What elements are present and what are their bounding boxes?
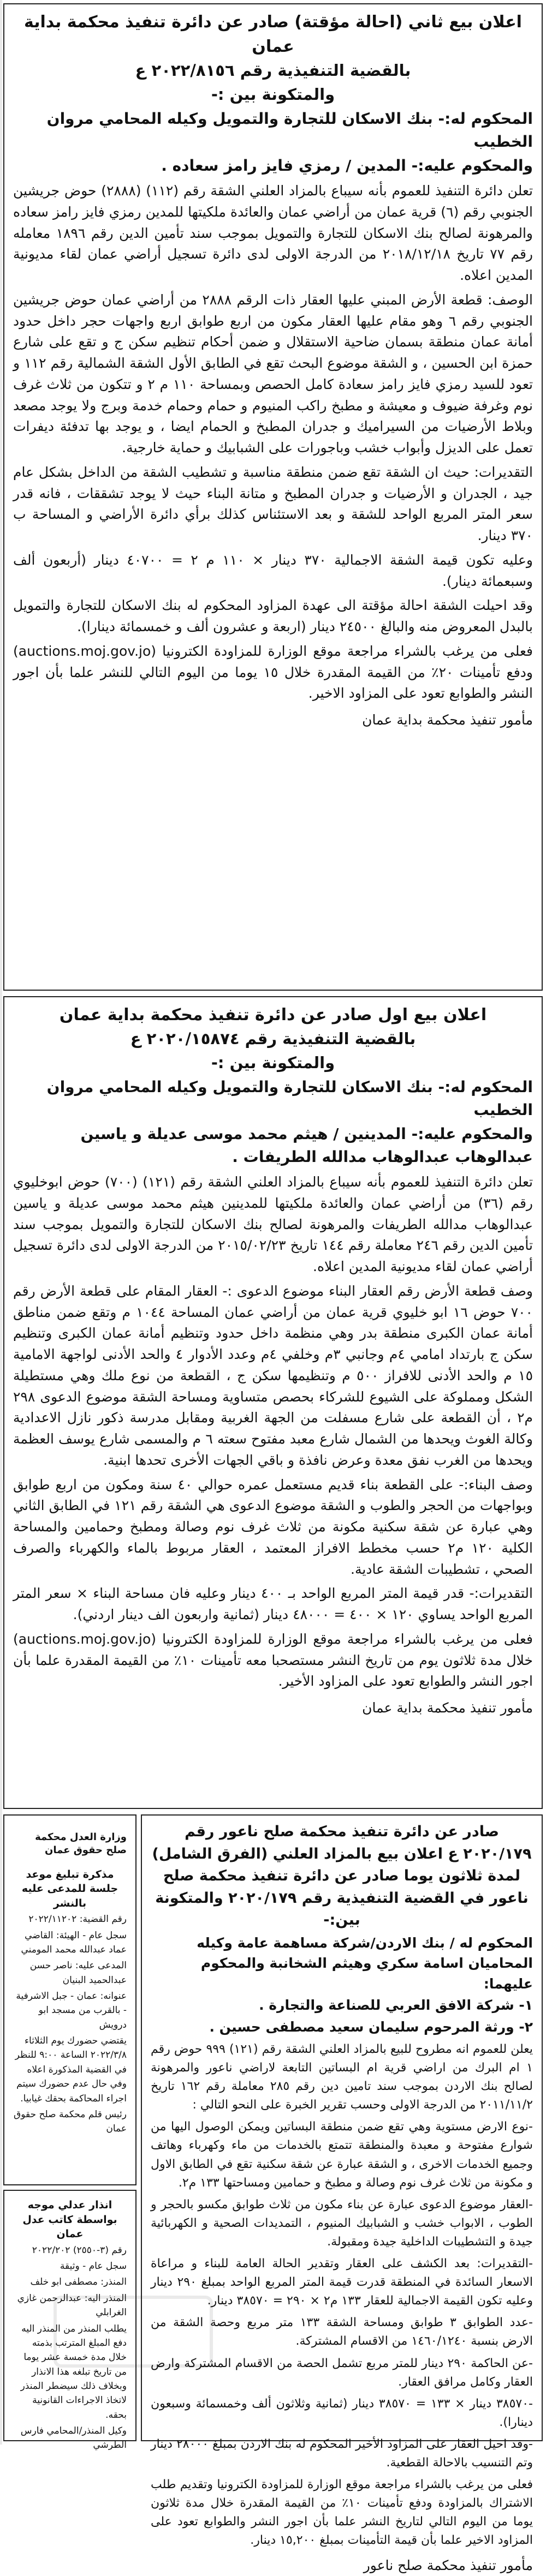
notice-paragraph: فعلى من يرغب بالشراء مراجعة موقع الوزارة للمزاودة الكترونيا وتقديم طلب الاشتراك بالمزاودة ودفع تأمينات ١٠٪ من القيمة المقدرة خلال مدة ثلاثون يوما من اليوم التالي لتاريخ النشر علما بأن اجور النشر والطوابع تعود على المزاود الاخير علما بأن قيمة التأمينات بمبلغ ١٥,٢٠٠ دينار. bbox=[151, 2478, 533, 2548]
notice-paragraph: يقتضي حضورك يوم الثلاثاء ٢٠٢٢/٣/٨ الساعة ٩:٠٠ للنظر في القضية المذكورة اعلاه وفي حال عدم حضورك سيتم اجراء المحاكمة بحقك غيابيا. bbox=[15, 2035, 127, 2104]
signature-line: مأمور تنفيذ محكمة بداية عمان bbox=[362, 712, 533, 728]
notice-paragraph: فعلى من يرغب بالشراء مراجعة موقع الوزارة للمزاودة الكترونيا (auctions.moj.gov.jo) خلال مدة ثلاثون يوم من تاريخ النشر مستصحبا معه تأمينات ١٠٪ من القيمة المقدرة علما بأن اجور النشر والطوابع تعود على المزاود الأخير. bbox=[13, 1631, 533, 1690]
notice-paragraph: سجل عام - الهيئة: القاضي عماد عبدالله محمد المومني bbox=[21, 1930, 127, 1956]
notice-paragraph: -٣٨٥٧٠ دينار × ١٣٣ = ٣٨٥٧٠ دينار (ثمانية وثلاثون ألف وخمسمائة وسبعون دينارا). bbox=[151, 2397, 533, 2429]
notice-paragraph: سجل عام - وثيقة bbox=[60, 2261, 127, 2272]
notice-title: اعلان بيع ثاني (احالة مؤقتة) صادر عن دائرة تنفيذ محكمة بداية عمان bbox=[24, 13, 522, 56]
case-number: رقم القضية: ٢٠٢٢/١١٢٠٢ bbox=[28, 1914, 127, 1925]
notice-title: صادر عن دائرة تنفيذ محكمة صلح ناعور رقم ٢٠٢٠/١٧٩ ع اعلان بيع بالمزاد العلني (الفرق الشامل) لمدة ثلاثون يوما صادر عن دائرة تنفيذ محكمة صلح ناعور في القضية التنفيذية رقم ٢٠٢٠/١٧٩ والمتكونة بين:- bbox=[152, 1823, 532, 1928]
case-number: بالقضية التنفيذية رقم ٢٠٢٠/١٥٨٧٤ ع bbox=[130, 1029, 416, 1048]
legal-warning-notice bbox=[3, 2190, 136, 2451]
ministry-header: وزارة العدل محكمة صلح حقوق عمان bbox=[35, 1831, 127, 1856]
creditor-line: المحكوم له:- بنك الاسكان للتجارة والتمويل وكيله المحامي مروان الخطيب bbox=[46, 110, 533, 151]
notice-paragraph: وقد احيلت الشقة احالة مؤقتة الى عهدة المزاود المحكوم له بنك الاسكان للتجارة والتمويل بالبدل المعروض منه والبالغ ٢٤٥٠٠ دينار (اربعة و عشرون ألف و خمسمائة دينارا). bbox=[13, 597, 533, 634]
case-number: رقم (٣-٢٥٥٠) ٢٠٢٢/٢٠٢ bbox=[32, 2244, 127, 2256]
notice-paragraph: -عدد الطوابق ٣ طوابق ومساحة الشقة ١٣٣ متر مربع وحصة الشقة من الارض بنسبة ١٤٦٠/١٢٤٠ من الاقسام المشتركة. bbox=[151, 2316, 533, 2349]
debtor-line: ١- شركة الافق العربي للصناعة والتجارة . bbox=[259, 1997, 533, 2013]
notice-title: اعلان بيع اول صادر عن دائرة تنفيذ محكمة بداية عمان bbox=[59, 1005, 487, 1025]
notice-paragraph: -وقد احيل العقار على المزاود الأخير المحكوم له بنك الاردن بمبلغ ٢٨٠٠٠ دينار وتم التنسيب بالاحالة القطعية. bbox=[151, 2437, 533, 2470]
sale-notice-3 bbox=[141, 1814, 543, 2574]
scan-edge bbox=[0, 0, 2, 2445]
signature-line: مأمور تنفيذ محكمة بداية عمان bbox=[362, 1700, 533, 1716]
notice-paragraph: وصف قطعة الأرض رقم العقار البناء موضوع الدعوى :- العقار المقام على قطعة الأرض رقم ٧٠٠ حوض ١٦ ابو خليوي قرية عمان من أراضي عمان المساحة ١٠٤٤ م وتقع ضمن مناطق أمانة عمان الكبرى منطقة بدر وهي منظمة داخل حدود وتنظيم أمانة عمان الكبرى وتنظيم سكن ج بارتداد امامي ٤م وجانبي ٣م وخلفي ٤م وعدد الأدوار ٤ والحد الأدنى لواجهة الامامية ١٥ م والحد الأدنى للافراز ٥٠٠ م وتنظيمها سكن ج ، القطعة من نوع ملك وهي مستطيلة الشكل ومملوكة على الشيوع للشركاء بحصص متساوية ومساحة الشقة موضوع الدعوى ٢٩٨ م٢ ، أن القطعة على شارع مسفلت من الجهة الغربية ومقابل مدرسة ذكور نازل الاعدادية وكالة الغوث ويحدها من الشمال شارع معبد مفتوح سعته ٦ م والمسمى شارع يوسف العظمة ويحدها من الغرب نفق معدة وعرض نافذة و باقي الجهات الأخرى تحدها ابنية. bbox=[13, 1283, 533, 1468]
notice-paragraph: المنذر: مصطفى ابو خلف bbox=[30, 2277, 127, 2288]
debtor-line: ٢- ورثة المرحوم سليمان سعيد مصطفى حسين . bbox=[209, 2018, 533, 2035]
parties-heading: والمتكونة بين :- bbox=[211, 1053, 335, 1072]
notice-title: انذار عدلي موجه بواسطة كاتب عدل عمان bbox=[22, 2199, 117, 2240]
notice-paragraph: التقديرات:- قدر قيمة المتر المربع الواحد بـ ٤٠٠ دينار وعليه فان مساحة البناء × سعر المتر المربع الواحد يساوي ١٢٠ × ٤٠٠ = ٤٨٠٠٠ دينار (ثمانية واربعون الف دينار اردني). bbox=[13, 1585, 533, 1622]
case-number: بالقضية التنفيذية رقم ٢٠٢٢/٨١٥٦ ع bbox=[135, 61, 411, 80]
notice-paragraph: -التقديرات: بعد الكشف على العقار وتقدير الحالة العامة للبناء و مراعاة الاسعار السائدة في المنطقة قدرت قيمة المتر المربع الواحد بمبلغ ٢٩٠ دينار وعليه تكون القيمة الاجمالية للعقار ١٣٣ م٢ × ٢٩٠ = ٣٨٥٧٠ دينار. bbox=[151, 2257, 533, 2308]
debtor-line: والمحكوم عليه:- المدين / رمزي فايز رامز سعاده . bbox=[161, 157, 533, 175]
signature-line: وكيل المنذر/المحامي فارس الطرشي bbox=[20, 2425, 127, 2451]
notice-paragraph: عنوانه: عمان - جبل الاشرفية - بالقرب من مسجد ابو درويش bbox=[16, 1991, 127, 2030]
notice-paragraph: المدعى عليه: ناصر حسن عبدالحميد البنيان bbox=[29, 1960, 127, 1986]
debtor-line: والمحكوم عليه:- المدينين / هيثم محمد موسى عديلة و ياسين عبدالوهاب عبدالوهاب مدالله الطريفات . bbox=[80, 1125, 533, 1166]
parties-heading: والمتكونة بين :- bbox=[211, 85, 335, 104]
creditor-line: المحكوم له:- بنك الاسكان للتجارة والتمويل وكيله المحامي مروان الخطيب bbox=[46, 1078, 533, 1119]
notice-paragraph: يطلب المنذر من المنذر اليه دفع المبلغ المترتب بذمته خلال مدة خمسة عشر يوما من تاريخ تبلغه هذا الانذار وبخلاف ذلك سيضطر المنذر لاتخاذ الاجراءات القانونية بحقه. bbox=[20, 2323, 127, 2421]
notice-paragraph: فعلى من يرغب بالشراء مراجعة موقع الوزارة للمزاودة الكترونيا (auctions.moj.gov.jo) ودفع تأمينات ٢٠٪ من القيمة المقدرة خلال ١٥ يوما من اليوم التالي للنشر علما بأن اجور النشر والطوابع تعود على المزاود الاخير. bbox=[13, 643, 533, 702]
notice-paragraph: وعليه تكون قيمة الشقة الاجمالية ٣٧٠ دينار × ١١٠ م ٢ = ٤٠٧٠٠ دينار (أربعون ألف وسبعمائة دينار). bbox=[13, 552, 533, 589]
notice-paragraph: تعلن دائرة التنفيذ للعموم بأنه سيباع بالمزاد العلني الشقة رقم (١١٢) (٢٨٨٨) حوض جريشين الجنوبي رقم (٦) قرية عمان من أراضي عمان والعائدة ملكيتها للمدين رمزي فايز رامز سعاده والمرهونة لصالح بنك الاسكان للتجارة والتمويل بموجب سند تأمين الدين رقم ١٨٩٦ معامله رقم ٧٧ تاريخ ٢٠١٨/١٢/١٨ من الدرجة الاولى لدى دائرة تسجيل أراضي عمان لقاء مديونية المدين اعلاه. bbox=[13, 183, 533, 283]
creditor-line: المحكوم له / بنك الاردن/شركة مساهمة عامة وكيله المحاميان اسامة سكري وهيثم الشخانبة والمحكوم عليهما: bbox=[197, 1934, 533, 1992]
signature-line: مأمور تنفيذ محكمة صلح ناعور bbox=[363, 2557, 533, 2574]
notice-paragraph: المنذر اليه: عبدالرحمن غازي الغرابلي bbox=[17, 2292, 127, 2319]
notice-paragraph: -عن الحاكمة ٢٩٠ دينار للمتر مربع تشمل الحصة من الاقسام المشتركة وارض العقار وكامل مرافق العقار. bbox=[151, 2356, 533, 2389]
notice-paragraph: التقديرات: حيث ان الشقة تقع ضمن منطقة مناسبة و تشطيب الشقة من الداخل بشكل عام جيد ، الجدران و الأرضيات و جدران المطبخ و متانة البناء حيث لا يوجد تشققات ، فانه قدر سعر المتر المربع الواحد للشقة و بعد الاستئناس كذلك برأي دائرة الأراضي و المساحة ب ٣٧٠ دينار. bbox=[13, 464, 533, 543]
notice-paragraph: وصف البناء:- على القطعة بناء قديم مستعمل عمره حوالي ٤٠ سنة ومكون من اربع طوابق وبواجهات من الحجر والطوب و الشقة موضوع الدعوى هي الشقة رقم ١٢١ في الطابق الثاني وهي عبارة عن شقة سكنية مكونة من ثلاث غرف نوم وصالة ومطبخ وحمامين والمساحة الكلية ١٢٠ م٢ حسب مخطط الافراز المعتمد ، العقار مربوط بالماء والكهرباء والصرف الصحي ، تشطيبات الشقة عادية. bbox=[13, 1476, 533, 1577]
signature-line: رئيس قلم محكمة صلح حقوق عمان bbox=[14, 2108, 127, 2135]
notice-paragraph: -نوع الارض مستوية وهي تقع ضمن منطقة البساتين ويمكن الوصول اليها من شوارع مفتوحة و معبدة والمنطقة تتمتع بالخدمات من ماء وكهرباء وهاتف وجميع الخدمات الاخرى ، و الشقة عبارة عن شقة سكنية تقع في الطابق الاول و مكونة من ثلاث غرف نوم وصالة و مطبخ و حمامين ومساحتها ١٣٣ م٢. bbox=[151, 2120, 533, 2190]
notice-paragraph: -العقار موضوع الدعوى عبارة عن بناء مكون من ثلاث طوابق مكسو بالحجر و الطوب ، الابواب خشب و الشبابيك المنيوم ، التمديدات الصحية و الكهربائية جيدة و التشطيبات الداخلية جيدة ومقبولة. bbox=[151, 2197, 533, 2249]
notice-paragraph: تعلن دائرة التنفيذ للعموم بأنه سيباع بالمزاد العلني الشقة رقم (١٢١) (٧٠٠) حوض ابوخليوي رقم (٣٦) من أراضي عمان والعائدة ملكيتها للمدينين هيثم محمد موسى عديلة و ياسين عبدالوهاب مدالله الطريفات والمرهونة لصالح بنك الاسكان للتجارة والتمويل بموجب سند تأمين الدين رقم ٢٤٦ معاملة رقم ١٤٤ تاريخ ٢٠١٥/٠٢/٢٣ من الدرجة الاولى لدى دائرة تسجيل أراضي عمان لقاء مديونية المدين اعلاه. bbox=[13, 1174, 533, 1274]
sale-notice-1 bbox=[3, 3, 543, 991]
sale-notice-2 bbox=[3, 996, 543, 1809]
notice-paragraph: الوصف: قطعة الأرض المبني عليها العقار ذات الرقم ٢٨٨٨ من أراضي عمان حوض جريشين الجنوبي رقم ٦ وهو مقام عليها العقار مكون من اربع طوابق اربع واجهات حجر داخل حدود أمانة عمان منطقة بسمان ضاحية الاستقلال و ضمن أحكام تنظيم سكن ج و تقع على شارع حمزة ابن الحسين ، و الشقة موضوع البحث تقع في الطابق الأول الشقة الشمالية رقم ١١٢ و تعود للسيد رمزي فايز رامز سعادة كامل الحصص وبمساحة ١١٠ م ٢ و تتكون من ثلاث غرف نوم وغرفة ضيوف و معيشة و مطبخ راكب المنيوم و حمام وحمام خدمة وبرج ولا يوجد مصعد وبلاط الأرضيات من السيراميك و جدران المطبخ و الحمام ايضا ، و يوجد بها تدفئة ديفرات تعمل على الديزل وأبواب خشب وباجورات على الشبابيك و حماية خارجية. bbox=[13, 291, 533, 456]
notice-paragraph: يعلن للعموم انه مطروح للبيع بالمزاد العلني الشقة رقم (١٢١) ٩٩٩ حوض رقم ١ ام البرك من اراضي قرية ام البساتين التابعة لاراضي ناعور والمرهونة لصالح بنك الاردن بموجب سند تامين دين رقم ٢٨٥ معاملة رقم ١٦٢ تاريخ ٢٠١١/١١/٢ من الدرجة الاولى وحسب تقرير الخبرة على النحو التالي : bbox=[151, 2042, 533, 2112]
court-summons-notice bbox=[3, 1814, 136, 2185]
notice-title: مذكرة تبليغ موعد جلسة للمدعى عليه بالنشر bbox=[21, 1868, 118, 1909]
